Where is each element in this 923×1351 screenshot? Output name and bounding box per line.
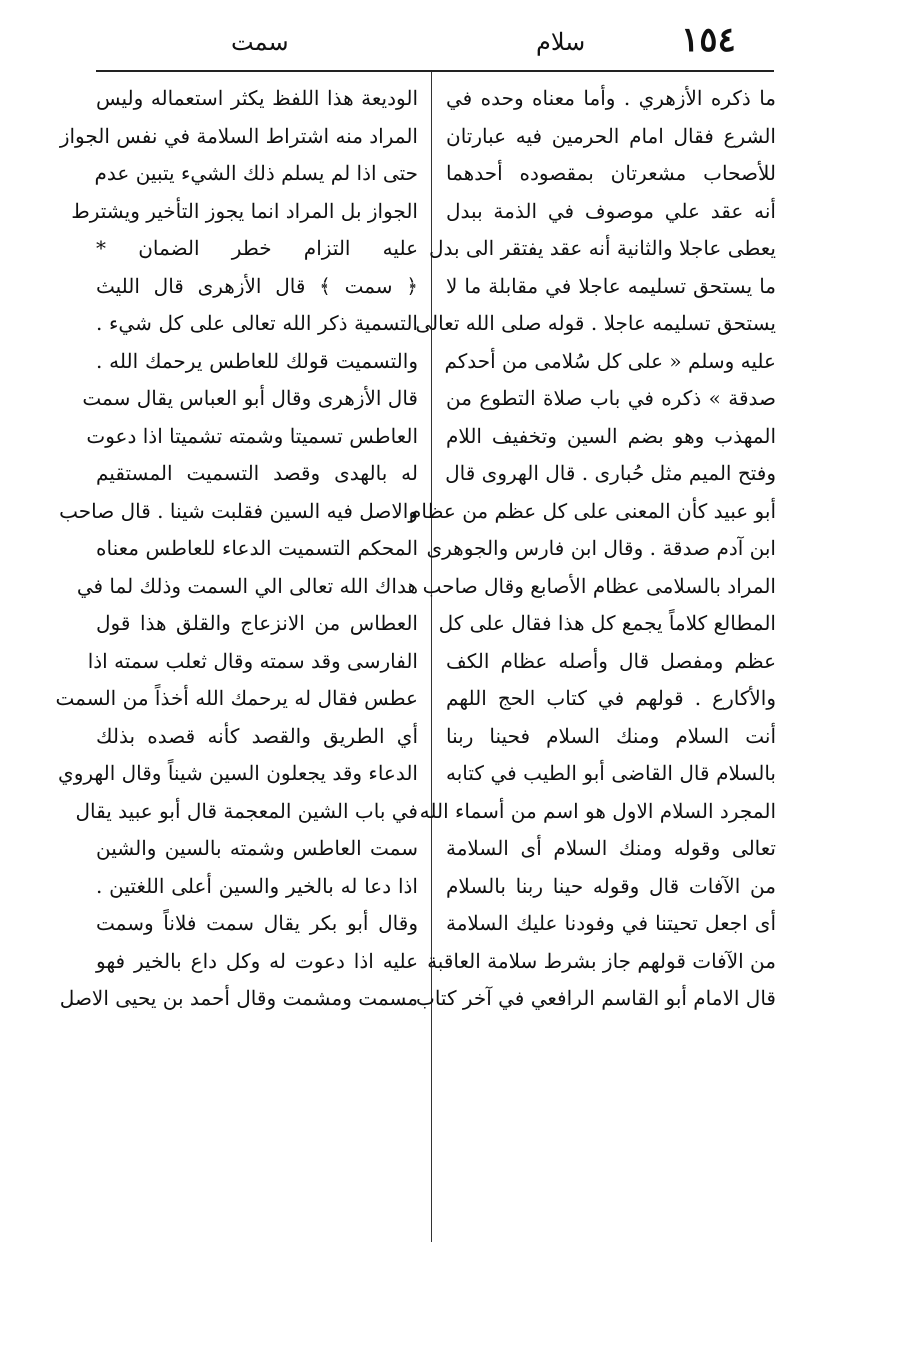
text-line: المجرد السلام الاول هو اسم من أسماء الله <box>419 798 776 823</box>
text-line: ما يستحق تسليمه عاجلا في مقابلة ما لا <box>446 273 776 298</box>
text-line: والتسميت قولك للعاطس يرحمك الله . <box>96 348 418 373</box>
text-line: الوديعة هذا اللفظ يكثر استعماله وليس <box>96 86 418 110</box>
text-line: أبو عبيد كأن المعنى على كل عظم من عظام <box>409 498 776 523</box>
text-line: أي الطريق والقصد كأنه قصده بذلك <box>96 723 418 748</box>
text-line: أنت السلام ومنك السلام فحينا ربنا <box>446 723 776 748</box>
text-line: سمت العاطس وشمته بالسين والشين <box>96 836 418 860</box>
text-line: الدعاء وقد يجعلون السين شيناً وقال الهروي <box>58 761 418 785</box>
text-line: المطالع كلاماً يجمع كل هذا فقال على كل <box>438 611 776 635</box>
text-line: المراد بالسلامى عظام الأصابع وقال صاحب <box>422 573 776 598</box>
text-line: عليه التزام خطر الضمان * <box>96 236 418 260</box>
right-text-column <box>409 80 776 1018</box>
text-line: له بالهدى وقصد التسميت المستقيم <box>96 461 418 485</box>
text-line: اذا دعا له بالخير والسين أعلى اللغتين . <box>96 873 418 898</box>
text-line: عليه اذا دعوت له وكل داع بالخير فهو <box>96 948 418 973</box>
text-line: يعطى عاجلا والثانية أنه عقد يفتقر الى بدل <box>428 236 776 260</box>
text-line: والأكارع . قولهم في كتاب الحج اللهم <box>446 686 776 710</box>
page-header <box>96 22 773 70</box>
text-line: للأصحاب مشعرتان بمقصوده أحدهما <box>446 161 776 185</box>
text-line: من الآفات قال وقوله حينا ربنا بالسلام <box>446 873 776 898</box>
text-line: هداك الله تعالى الي السمت وذلك لما في <box>76 573 418 598</box>
text-line: مسمت ومشمت وقال أحمد بن يحيى الاصل <box>59 986 418 1010</box>
entry-heading-line: ﴿ سمت ﴾ قال الأزهرى قال الليث <box>96 273 418 298</box>
text-line: المهذب وهو بضم السين وتخفيف اللام <box>446 423 776 448</box>
text-line: وقال أبو بكر يقال سمت فلاناً وسمت <box>96 911 418 935</box>
text-line: والاصل فيه السين فقلبت شينا . قال صاحب <box>59 498 418 523</box>
text-line: أى اجعل تحيتنا في وفودنا عليك السلامة <box>446 911 776 935</box>
text-line: قال الامام أبو القاسم الرافعي في آخر كتاب <box>415 986 776 1010</box>
text-line: المحكم التسميت الدعاء للعاطس معناه <box>96 536 418 560</box>
text-line: في باب الشين المعجمة قال أبو عبيد يقال <box>75 798 418 823</box>
text-line: بالسلام قال القاضى أبو الطيب في كتابه <box>446 761 776 785</box>
text-line: العطاس من الانزعاج والقلق هذا قول <box>96 611 418 635</box>
left-text-column <box>55 80 418 1018</box>
header-entry-word-right: سلام <box>536 28 586 56</box>
text-line: المراد منه اشتراط السلامة في نفس الجواز <box>59 123 418 148</box>
text-line: من الآفات قولهم جاز بشرط سلامة العاقبة <box>427 948 776 973</box>
text-line: صدقة » ذكره في باب صلاة التطوع من <box>446 386 776 410</box>
text-line: ما ذكره الأزهري . وأما معناه وحده في <box>446 86 776 110</box>
text-line: الجواز بل المراد انما يجوز التأخير ويشترط <box>71 198 418 223</box>
text-line: حتى اذا لم يسلم ذلك الشيء يتبين عدم <box>94 161 418 185</box>
text-line: الفارسى وقد سمته وقال ثعلب سمته اذا <box>87 648 418 673</box>
header-rule <box>96 70 774 72</box>
text-line: عطس فقال له يرحمك الله أخذاً من السمت <box>55 686 418 710</box>
text-line: عظم ومفصل قال وأصله عظام الكف <box>446 648 776 673</box>
text-line: يستحق تسليمه عاجلا . قوله صلى الله تعالى <box>415 311 776 335</box>
text-line: الشرع فقال امام الحرمين فيه عبارتان <box>446 123 776 148</box>
text-line: العاطس تسميتا وشمته تشميتا اذا دعوت <box>86 423 418 448</box>
text-line: تعالى وقوله ومنك السلام أى السلامة <box>446 836 776 860</box>
page-number: ١٥٤ <box>681 20 736 60</box>
text-line: ابن آدم صدقة . وقال ابن فارس والجوهرى <box>426 536 776 560</box>
text-line: وفتح الميم مثل حُبارى . قال الهروى قال <box>445 461 776 485</box>
text-line: التسمية ذكر الله تعالى على كل شيء . <box>96 311 418 335</box>
text-line: أنه عقد علي موصوف في الذمة ببدل <box>446 198 776 223</box>
text-line: قال الأزهرى وقال أبو العباس يقال سمت <box>82 386 418 410</box>
text-line: عليه وسلم « على كل سُلامى من أحدكم <box>444 348 776 373</box>
header-entry-word-left: سمت <box>231 28 289 56</box>
